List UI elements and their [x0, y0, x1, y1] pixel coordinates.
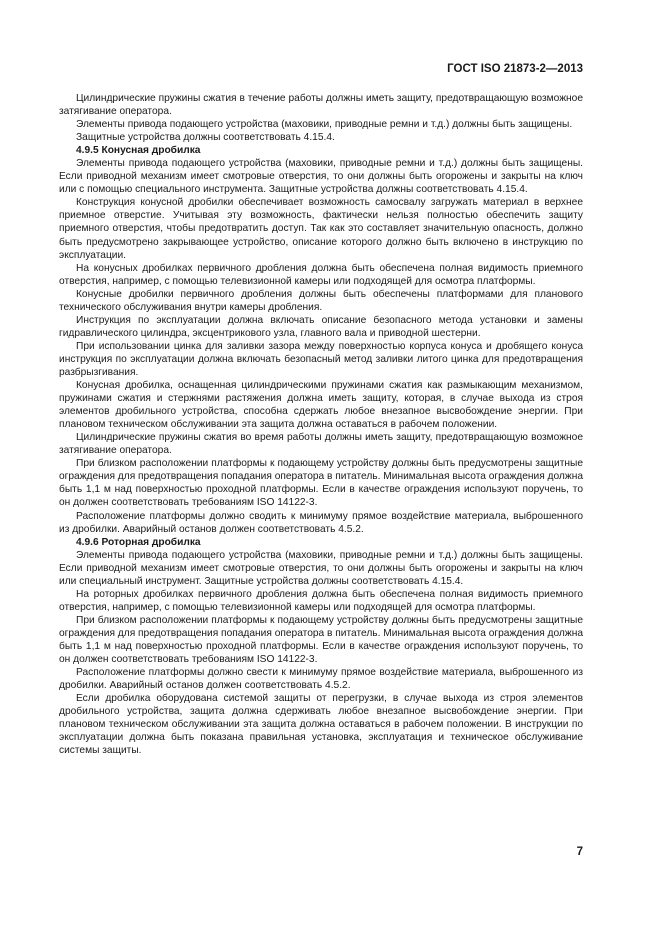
paragraph: Инструкция по эксплуатации должна включать описание безопасного метода установки и замены гидравлического цилиндра, эксцентрикового узла, главного вала и приводной шестерни.: [59, 314, 583, 339]
paragraph: Конструкция конусной дробилки обеспечивает возможность самосвалу загружать материал в верхнее приемное отверстие. Учитывая эту возможность, фактически нельзя полностью обеспечить защиту приемного отверстия, чтобы предотвратить доступ. Так как это составляет значительную опасность, должно быть предусмотрено закрывающее устройство, описание которого должно быть включено в инструкцию по эксплуатации.: [59, 197, 583, 261]
paragraph: Расположение платформы должно свести к минимуму прямое воздействие материала, выброшенного из дробилки. Аварийный останов должен соответствовать 4.5.2.: [59, 667, 583, 692]
page-number: 7: [576, 846, 583, 858]
paragraph: Конусная дробилка, оснащенная цилиндрическими пружинами сжатия как размыкающим механизмом, пружинами сжатия и стержнями растяжения должна иметь защиту, которая, в случае выхода из строя элементов дробильного устройства, способна сдержать любое внезапное высвобождение энергии. При плановом техническом обслуживании эта защита должна оставаться в рабочем положении.: [59, 380, 583, 431]
document-body: [59, 92, 583, 757]
paragraph: Конусные дробилки первичного дробления должны быть обеспечены платформами для планового технического обслуживания внутри камеры дробления.: [59, 288, 583, 313]
paragraph: Защитные устройства должны соответствовать 4.15.4.: [76, 132, 335, 144]
paragraph: Элементы привода подающего устройства (маховики, приводные ремни и т.д.) должны быть защищены. Если приводной механизм имеет смотровые отверстия, то они должны быть огорожены и закрыты на ключ или специальный инструмент. Защитные устройства должны соответствовать 4.15.4.: [59, 549, 583, 587]
paragraph: Расположение платформы должно сводить к минимуму прямое воздействие материала, выброшенного из дробилки. Аварийный останов должен соответствовать 4.5.2.: [59, 510, 583, 535]
paragraph: При близком расположении платформы к подающему устройству должны быть предусмотрены защитные ограждения для предотвращения попадания оператора в питатель. Минимальная высота ограждения должна быть 1,1 м над поверхностью проходной платформы. Если в качестве ограждения используют поручень, то он должен соответствовать требованиям ISO 14122-3.: [59, 614, 583, 666]
section-heading-4-9-5: 4.9.5 Конусная дробилка: [76, 145, 201, 157]
paragraph: Если дробилка оборудована системой защиты от перегрузки, в случае выхода из строя элементов дробильного устройства, защита должна сдерживать любое внезапное высвобождение энергии. При плановом техническом обслуживании эта защита должна оставаться в рабочем положении. В инструкции по эксплуатации должна быть показана правильная установка, эксплуатация и техническое обслуживание системы защиты.: [59, 693, 583, 757]
paragraph: На роторных дробилках первичного дробления должна быть обеспечена полная видимость приемного отверстия, например, с помощью телевизионной камеры или подходящей для осмотра платформы.: [59, 588, 583, 613]
paragraph: Элементы привода подающего устройства (маховики, приводные ремни и т.д.) должны быть защищены.: [76, 119, 573, 131]
paragraph: Элементы привода подающего устройства (маховики, приводные ремни и т.д.) должны быть защищены. Если приводной механизм имеет смотровые отверстия, то они должны быть огорожены и закрыты на ключ или с помощью специального инструмента. Защитные устройства должны соответствовать 4.15.4.: [59, 158, 583, 196]
paragraph: Цилиндрические пружины сжатия во время работы должны иметь защиту, предотвращающую возможное затягивание оператора.: [59, 432, 583, 457]
paragraph: При использовании цинка для заливки зазора между поверхностью корпуса конуса и дробящего конуса инструкция по эксплуатации должна включать безопасный метод заливки литого цинка для предотвращения разбрызгивания.: [59, 340, 583, 378]
paragraph: Цилиндрические пружины сжатия в течение работы должны иметь защиту, предотвращающую возможное затягивание оператора.: [59, 93, 583, 118]
paragraph: При близком расположении платформы к подающему устройству должны быть предусмотрены защитные ограждения для предотвращения попадания оператора в питатель. Минимальная высота ограждения должна быть 1,1 м над поверхностью проходной платформы. Если в качестве ограждения используют поручень, то он должен соответствовать требованиям ISO 14122-3.: [59, 458, 583, 509]
section-heading-4-9-6: 4.9.6 Роторная дробилка: [76, 536, 201, 548]
document-code-header: ГОСТ ISO 21873-2—2013: [447, 63, 583, 75]
paragraph: На конусных дробилках первичного дробления должна быть обеспечена полная видимость приемного отверстия, например, с помощью телевизионной камеры или подходящей для осмотра платформы.: [59, 262, 583, 287]
